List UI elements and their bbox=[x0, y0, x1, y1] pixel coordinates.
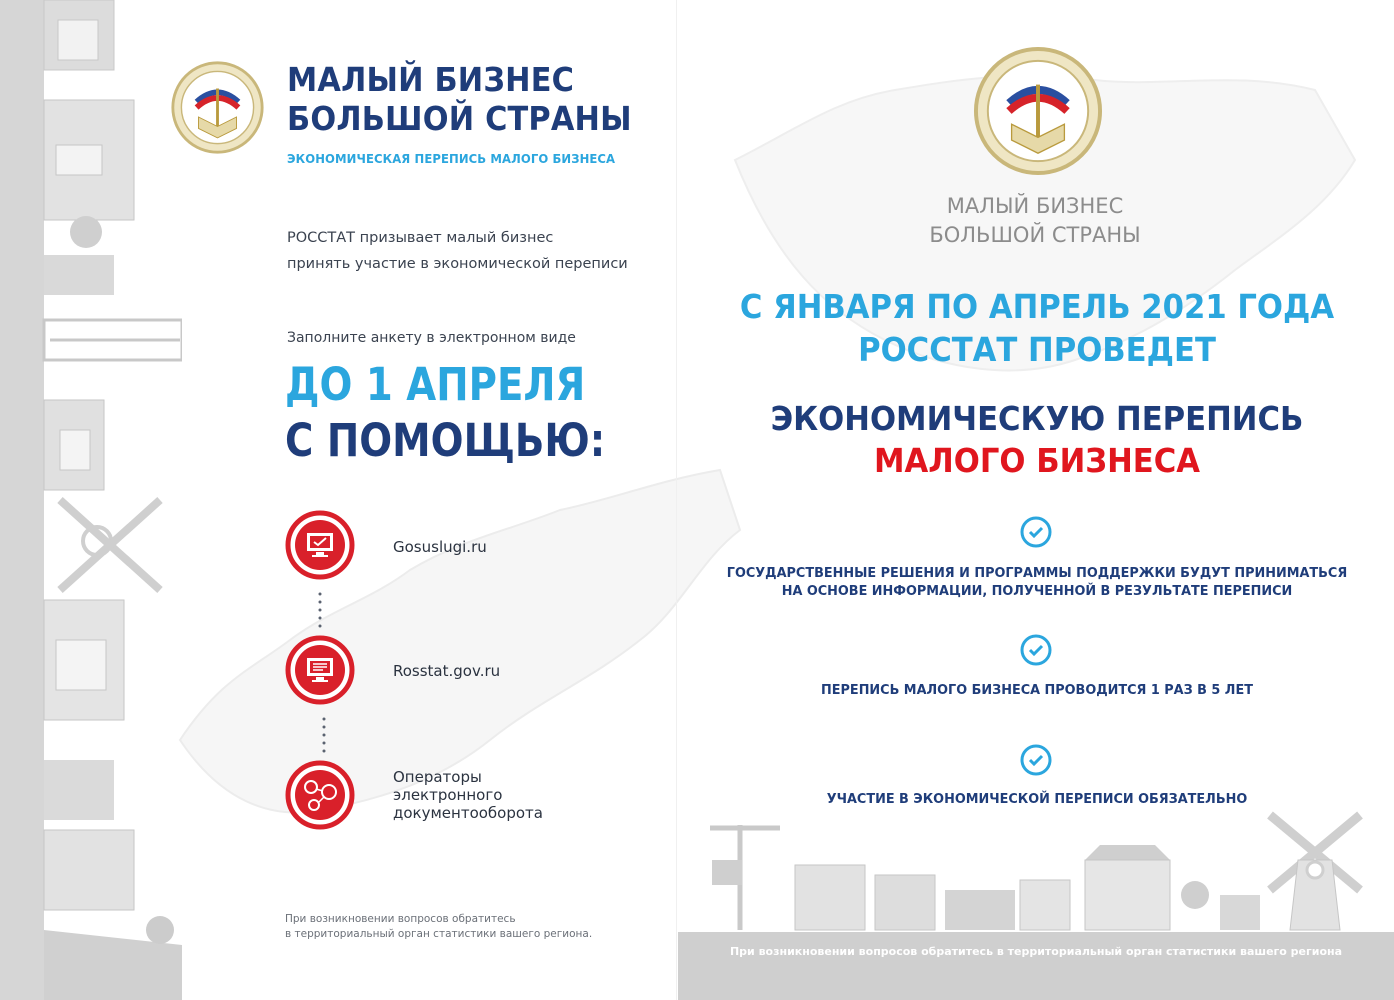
fact-1-line1: ГОСУДАРСТВЕННЫЕ РЕШЕНИЯ И ПРОГРАММЫ ПОДДЕРЖКИ БУДУТ ПРИНИМАТЬСЯ bbox=[726, 565, 1348, 581]
channel-rosstat[interactable]: Rosstat.gov.ru bbox=[393, 662, 501, 680]
deadline-heading: ДО 1 АПРЕЛЯ bbox=[285, 358, 586, 411]
channel-operators-line3: документооборота bbox=[393, 804, 543, 822]
monitor-document-icon bbox=[285, 635, 355, 705]
left-footnote-line1: При возникновении вопросов обратитесь bbox=[285, 913, 516, 925]
brand-line2: БОЛЬШОЙ СТРАНЫ bbox=[929, 223, 1141, 247]
check-circle-icon bbox=[1019, 743, 1053, 777]
bottom-info-band bbox=[678, 932, 1394, 1000]
with-help-heading: С ПОМОЩЬЮ: bbox=[285, 414, 606, 467]
campaign-subtitle: ЭКОНОМИЧЕСКАЯ ПЕРЕПИСЬ МАЛОГО БИЗНЕСА bbox=[287, 151, 616, 166]
fact-support-programs bbox=[717, 564, 1357, 600]
page-fold-divider bbox=[676, 0, 677, 1000]
fact-3-line1: УЧАСТИЕ В ЭКОНОМИЧЕСКОЙ ПЕРЕПИСИ ОБЯЗАТЕЛЬНО bbox=[826, 791, 1248, 807]
headline-line2: РОССТАТ ПРОВЕДЕТ bbox=[858, 330, 1216, 369]
check-circle-icon bbox=[1019, 633, 1053, 667]
campaign-title-line2: БОЛЬШОЙ СТРАНЫ bbox=[287, 99, 632, 138]
rosstat-emblem-logo bbox=[972, 45, 1104, 177]
channel-operators[interactable] bbox=[393, 768, 543, 822]
bottom-note: При возникновении вопросов обратитесь в территориальный орган статистики вашего региона bbox=[729, 945, 1343, 958]
campaign-title bbox=[287, 60, 632, 138]
connector-dots bbox=[318, 590, 322, 630]
headline-line1: С ЯНВАРЯ ПО АПРЕЛЬ 2021 ГОДА bbox=[739, 287, 1335, 326]
fact-2-line1: ПЕРЕПИСЬ МАЛОГО БИЗНЕСА ПРОВОДИТСЯ 1 РАЗ В 5 ЛЕТ bbox=[821, 682, 1253, 698]
fact-1-line2: НА ОСНОВЕ ИНФОРМАЦИИ, ПОЛУЧЕННОЙ В РЕЗУЛЬТАТЕ ПЕРЕПИСИ bbox=[781, 583, 1293, 599]
connector-dots bbox=[322, 715, 326, 755]
monitor-check-icon bbox=[285, 510, 355, 580]
check-circle-icon bbox=[1019, 515, 1053, 549]
intro-line2: принять участие в экономической переписи bbox=[287, 256, 628, 272]
city-skyline-bottom bbox=[700, 810, 1380, 935]
channel-operators-line2: электронного bbox=[393, 786, 503, 804]
campaign-title-line1: МАЛЫЙ БИЗНЕС bbox=[287, 60, 575, 99]
brand-text bbox=[880, 192, 1190, 250]
intro-line1: РОССТАТ призывает малый бизнес bbox=[287, 230, 554, 246]
city-skyline-strip bbox=[0, 0, 182, 1000]
fill-prompt: Заполните анкету в электронном виде bbox=[287, 330, 576, 346]
fact-mandatory bbox=[717, 790, 1357, 808]
census-period-headline bbox=[714, 285, 1359, 371]
census-title-line1: ЭКОНОМИЧЕСКУЮ ПЕРЕПИСЬ bbox=[770, 399, 1304, 438]
census-title-line2: МАЛОГО БИЗНЕСА bbox=[873, 441, 1200, 480]
fact-frequency bbox=[717, 681, 1357, 699]
left-footnote-line2: в территориальный орган статистики вашего региона. bbox=[285, 928, 593, 940]
rosstat-emblem-logo bbox=[170, 60, 265, 155]
intro-text bbox=[287, 225, 628, 277]
left-footnote bbox=[285, 912, 592, 942]
brand-line1: МАЛЫЙ БИЗНЕС bbox=[946, 194, 1124, 218]
operators-network-icon bbox=[285, 760, 355, 830]
channel-operators-line1: Операторы bbox=[393, 768, 482, 786]
channel-gosuslugi[interactable]: Gosuslugi.ru bbox=[393, 538, 487, 556]
